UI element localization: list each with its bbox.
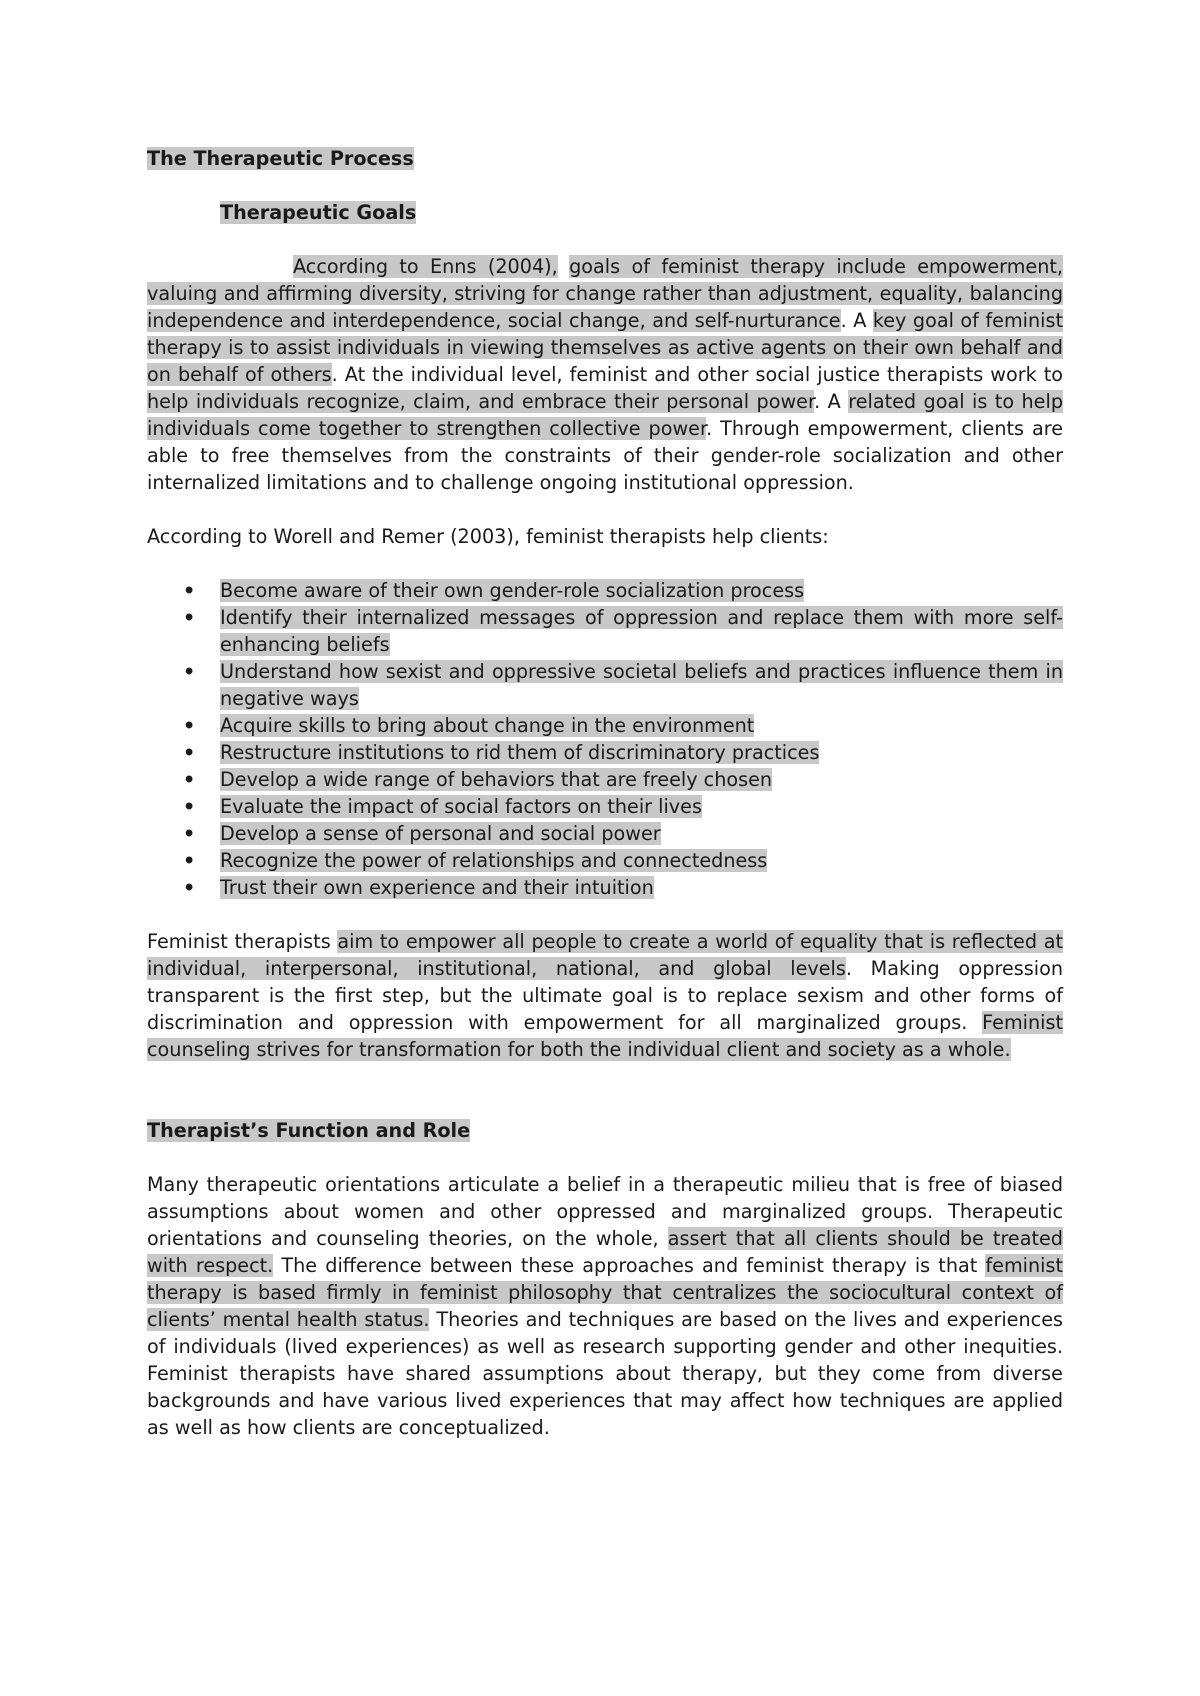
paragraph-goals: According to Enns (2004), goals of feminist therapy include empowerment, valuing and affirming diversity, striving for change rather than adjustment, equality, balancing independence and interdependence, social change, and self-nurturance. A key goal of feminist therapy is to assist individuals in viewing themselves as active agents on their own behalf and on behalf of others. At the individual level, feminist and other social justice therapists work to help individuals recognize, claim, and embrace their personal power. A related goal is to help individuals come together to strengthen collective power. Through empowerment, clients are able to free themselves from the constraints of their gender-role socialization and other internalized limitations and to challenge ongoing institutional oppression. <box>147 255 1064 494</box>
paragraph-worell-remer: According to Worell and Remer (2003), feminist therapists help clients: <box>147 525 829 548</box>
bullet-icon: • <box>183 660 196 683</box>
list-item: • Identify their internalized messages of oppression and replace them with more self-enhancing beliefs <box>183 606 1063 656</box>
bullet-icon: • <box>183 579 196 602</box>
highlight-aim-to-empower: aim to empower all people to create a world of equality that is reflected at individual, interpersonal, institutional, national, and global levels <box>147 930 1063 980</box>
bullet-icon: • <box>183 714 196 737</box>
bullet-icon: • <box>183 849 196 872</box>
heading-therapeutic-goals: Therapeutic Goals <box>220 201 417 224</box>
list-item: • Develop a sense of personal and social power <box>183 822 661 845</box>
highlight-enns: According to Enns (2004), <box>293 255 558 278</box>
bullet-icon: • <box>183 606 196 629</box>
paragraph-feminist-therapists: Feminist therapists aim to empower all people to create a world of equality that is reflected at individual, interpersonal, institutional, national, and global levels. Making oppression transparent is the first step, but the ultimate goal is to replace sexism and other forms of discrimination and oppression with empowerment for all marginalized groups. Feminist counseling strives for transformation for both the individual client and society as a whole. <box>147 930 1063 1061</box>
highlight-goals-list: goals of feminist therapy include empowerment, valuing and affirming diversity, striving for change rather than adjustment, equality, balancing independence and interdependence, social change, and self-nurturance <box>147 255 1063 332</box>
highlight-feminist-philosophy: feminist therapy is based firmly in feminist philosophy that centralizes the sociocultural context of clients’ mental health status. <box>147 1254 1063 1331</box>
list-item: • Become aware of their own gender-role socialization process <box>183 579 805 602</box>
list-item: • Understand how sexist and oppressive societal beliefs and practices influence them in negative ways <box>183 660 1063 710</box>
bullet-icon: • <box>183 876 196 899</box>
list-item: • Evaluate the impact of social factors on their lives <box>183 795 702 818</box>
list-item: • Trust their own experience and their intuition <box>183 876 654 899</box>
highlight-respect: assert that all clients should be treated with respect. <box>147 1227 1063 1277</box>
paragraph-orientations: Many therapeutic orientations articulate a belief in a therapeutic milieu that is free of biased assumptions about women and other oppressed and marginalized groups. Therapeutic orientations and counseling theories, on the whole, assert that all clients should be treated with respect. The difference between these approaches and feminist therapy is that feminist therapy is based firmly in feminist philosophy that centralizes the sociocultural context of clients’ mental health status. Theories and techniques are based on the lives and experiences of individuals (lived experiences) as well as research supporting gender and other inequities. Feminist therapists have shared assumptions about therapy, but they come from diverse backgrounds and have various lived experiences that may affect how techniques are applied as well as how clients are conceptualized. <box>147 1173 1063 1439</box>
heading-function-role: Therapist’s Function and Role <box>147 1119 471 1142</box>
list-item: • Restructure institutions to rid them of discriminatory practices <box>183 741 820 764</box>
bullet-icon: • <box>183 768 196 791</box>
highlight-key-goal: key goal of feminist therapy is to assist individuals in viewing themselves as active agents on their own behalf and on behalf of others <box>147 309 1063 386</box>
bullet-icon: • <box>183 822 196 845</box>
highlight-personal-power: help individuals recognize, claim, and embrace their personal power <box>147 390 815 413</box>
list-item: • Acquire skills to bring about change in the environment <box>183 714 755 737</box>
bullet-list <box>147 577 1063 901</box>
bullet-icon: • <box>183 741 196 764</box>
list-item: • Develop a wide range of behaviors that are freely chosen <box>183 768 773 791</box>
heading-therapeutic-process: The Therapeutic Process <box>147 147 414 170</box>
bullet-icon: • <box>183 795 196 818</box>
highlight-collective-power: related goal is to help individuals come together to strengthen collective power <box>147 390 1063 440</box>
list-item: • Recognize the power of relationships and connectedness <box>183 849 768 872</box>
document-page <box>147 145 1063 1441</box>
highlight-transformation: Feminist counseling strives for transformation for both the individual client and society as a whole. <box>147 1011 1063 1061</box>
